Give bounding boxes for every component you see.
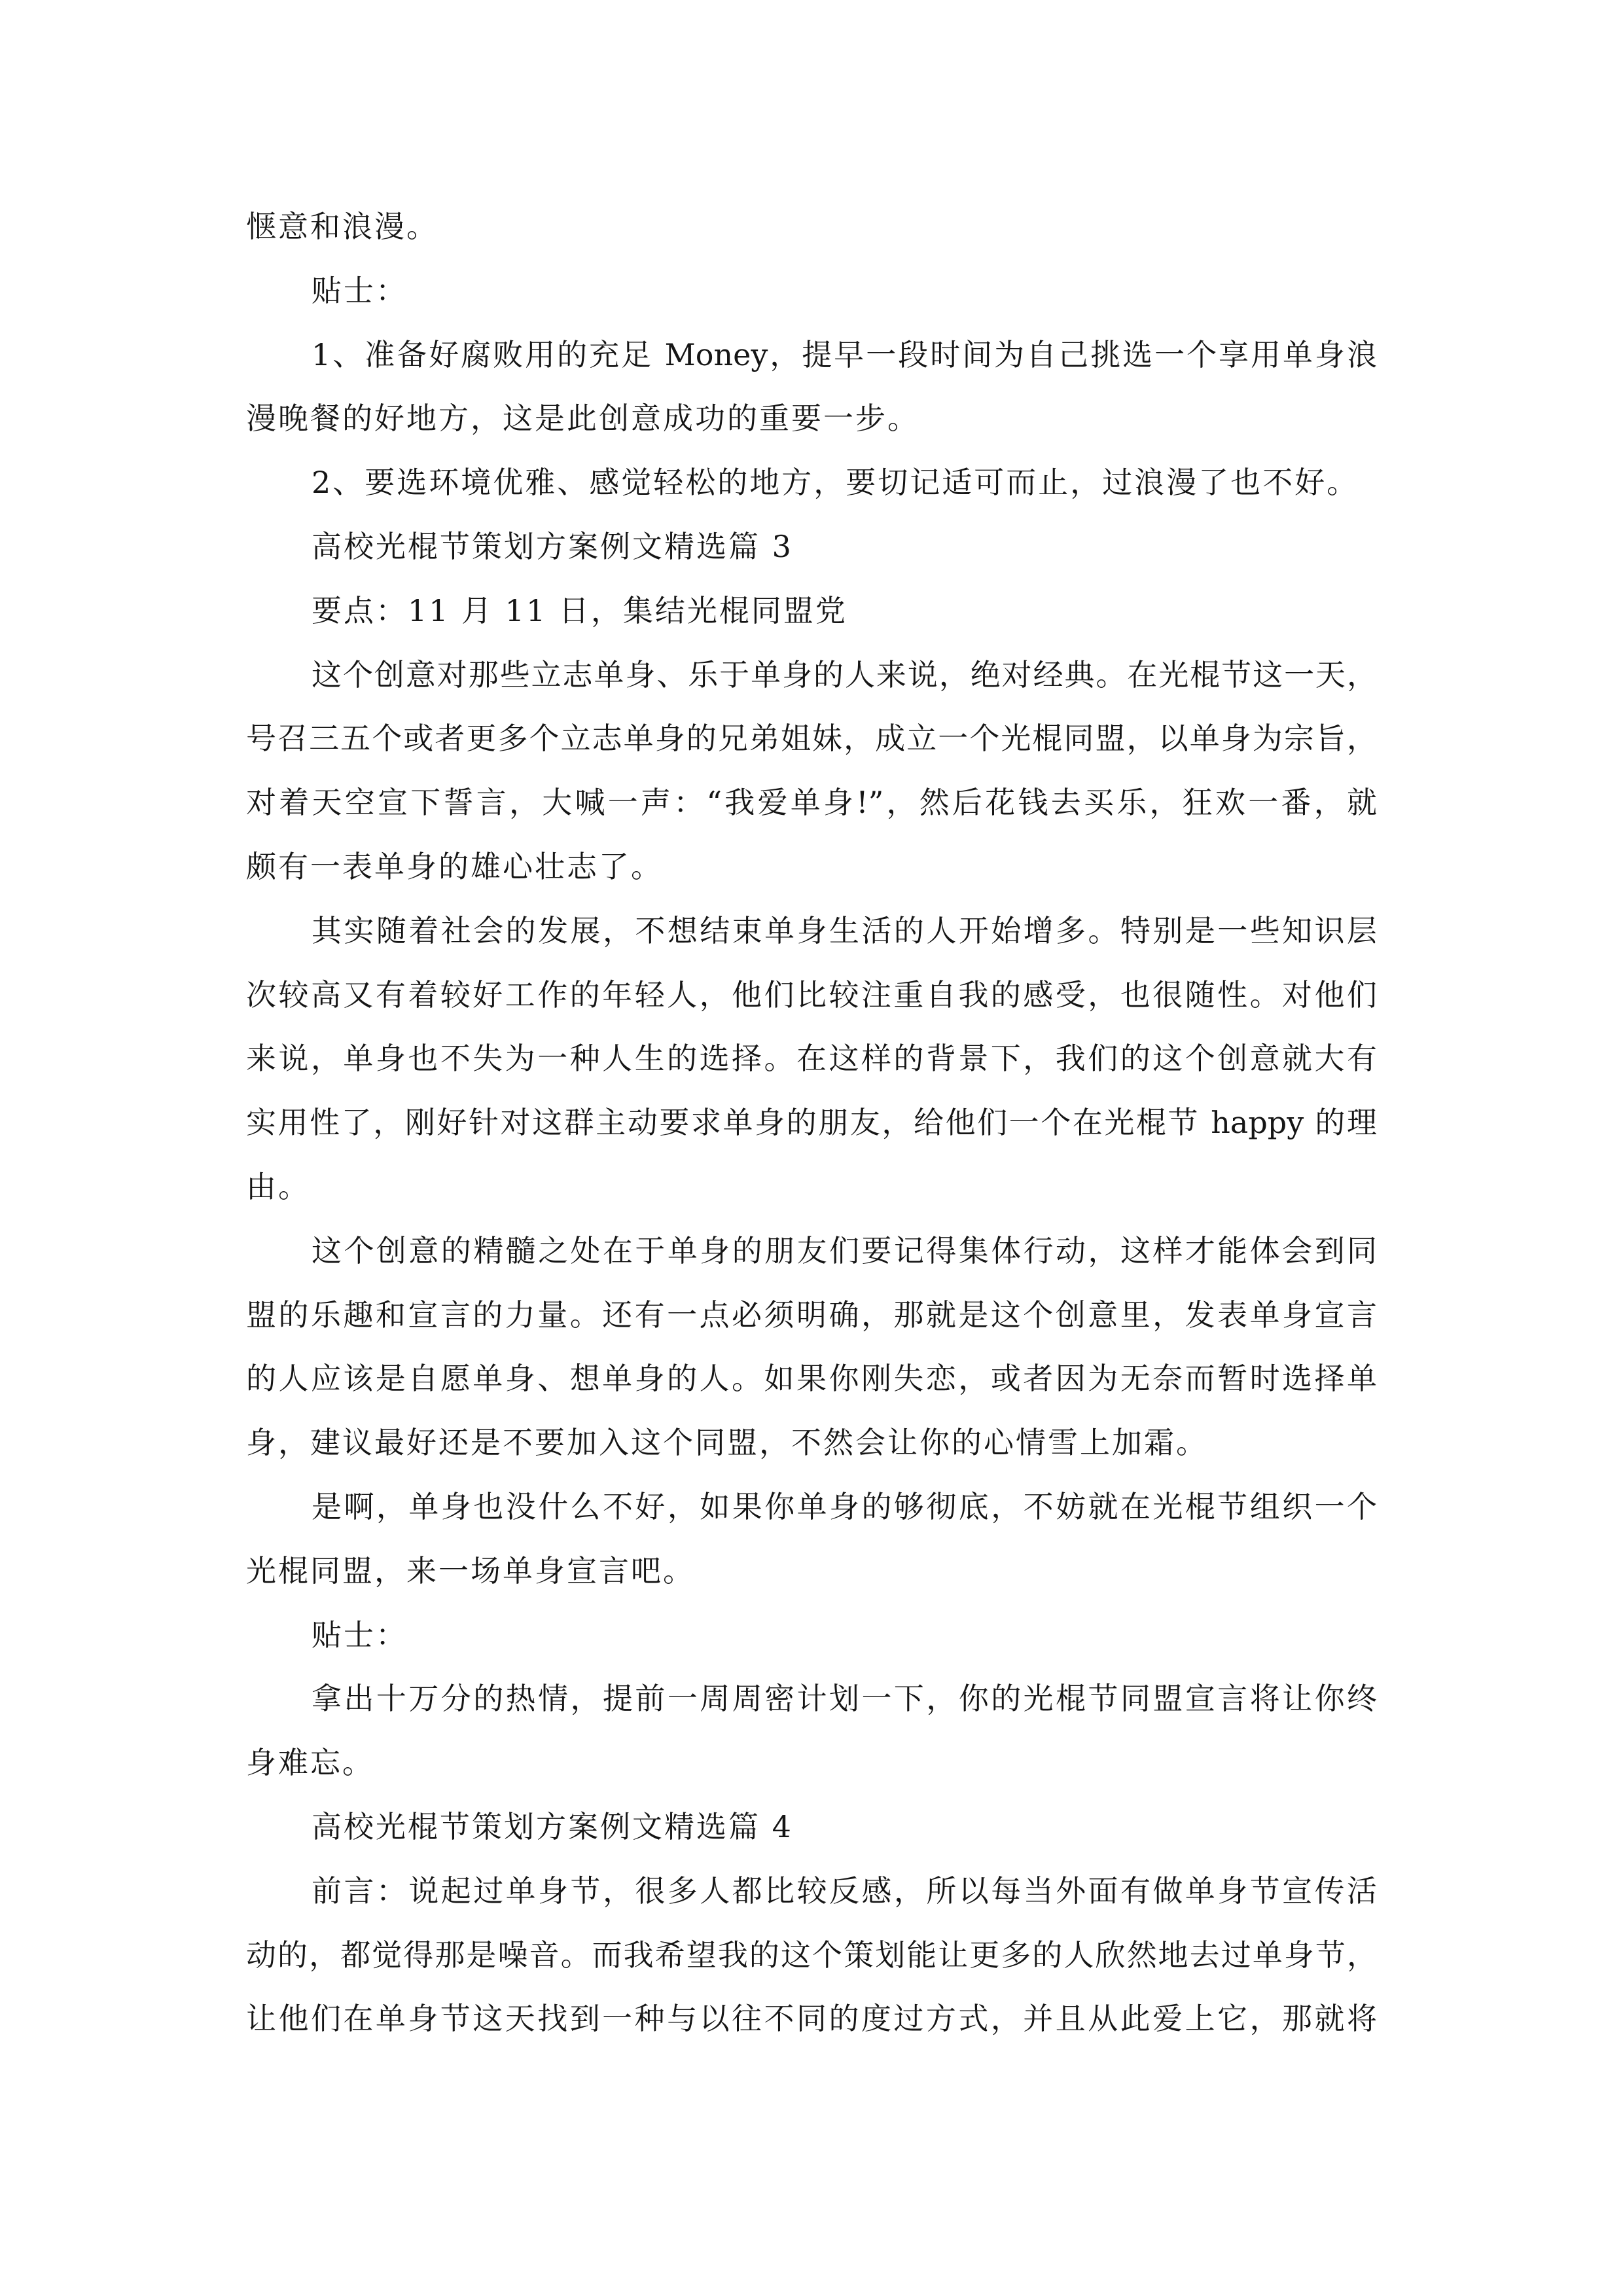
body-paragraph (246, 1667, 1377, 1795)
body-paragraph (246, 1475, 1377, 1604)
text-line: 贴士： (312, 1617, 408, 1653)
body-paragraph (246, 1859, 1377, 2051)
paragraph-continuation (246, 195, 1377, 259)
text-line: 1、准备好腐败用的充足 Money，提早一段时间为自己挑选一个享用单身浪 (312, 336, 1377, 372)
tip-item-2 (246, 451, 1377, 515)
text-line: 盟的乐趣和宣言的力量。还有一点必须明确，那就是这个创意里，发表单身宣言 (246, 1297, 1377, 1333)
text-line: 次较高又有着较好工作的年轻人，他们比较注重自我的感受，也很随性。对他们 (246, 977, 1377, 1013)
text-line: 对着天空宣下誓言，大喊一声：“我爱单身!”，然后花钱去买乐，狂欢一番，就 (246, 785, 1377, 821)
text-line: 漫晚餐的好地方，这是此创意成功的重要一步。 (246, 401, 919, 437)
text-line: 拿出十万分的热情，提前一周周密计划一下，你的光棍节同盟宣言将让你终 (312, 1681, 1377, 1717)
text-line: 身，建议最好还是不要加入这个同盟，不然会让你的心情雪上加霜。 (246, 1425, 1208, 1461)
tip-item-1 (246, 323, 1377, 452)
text-line: 这个创意对那些立志单身、乐于单身的人来说，绝对经典。在光棍节这一天， (312, 656, 1377, 692)
heading-text: 高校光棍节策划方案例文精选篇 4 (312, 1808, 793, 1844)
body-paragraph (246, 1219, 1377, 1475)
text-line: 的人应该是自愿单身、想单身的人。如果你刚失恋，或者因为无奈而暂时选择单 (246, 1361, 1377, 1397)
text-line: 由。 (246, 1168, 310, 1204)
text-line: 贴士： (312, 272, 408, 308)
text-line: 身难忘。 (246, 1745, 374, 1781)
text-line: 让他们在单身节这天找到一种与以往不同的度过方式，并且从此爱上它，那就将 (246, 2001, 1377, 2037)
text-line: 其实随着社会的发展，不想结束单身生活的人开始增多。特别是一些知识层 (312, 912, 1377, 948)
section-heading (246, 1795, 1377, 1859)
section-heading (246, 515, 1377, 579)
body-paragraph (246, 643, 1377, 899)
text-line: 动的，都觉得那是噪音。而我希望我的这个策划能让更多的人欣然地去过单身节， (246, 1937, 1377, 1973)
text-column (246, 195, 1377, 2051)
text-line: 这个创意的精髓之处在于单身的朋友们要记得集体行动，这样才能体会到同 (312, 1232, 1377, 1268)
heading-text: 高校光棍节策划方案例文精选篇 3 (312, 528, 793, 564)
text-line: 2、要选环境优雅、感觉轻松的地方，要切记适可而止，过浪漫了也不好。 (312, 465, 1359, 501)
text-line: 号召三五个或者更多个立志单身的兄弟姐妹，成立一个光棍同盟，以单身为宗旨， (246, 721, 1377, 757)
body-paragraph (246, 899, 1377, 1219)
tips-label (246, 1604, 1377, 1668)
text-line: 来说，单身也不失为一种人生的选择。在这样的背景下，我们的这个创意就大有 (246, 1041, 1377, 1077)
key-point (246, 579, 1377, 643)
text-line: 前言：说起过单身节，很多人都比较反感，所以每当外面有做单身节宣传活 (312, 1873, 1377, 1909)
text-line: 是啊，单身也没什么不好，如果你单身的够彻底，不妨就在光棍节组织一个 (312, 1488, 1377, 1524)
text-line: 颇有一表单身的雄心壮志了。 (246, 848, 663, 884)
tips-label (246, 259, 1377, 323)
text-line: 要点：11 月 11 日，集结光棍同盟党 (312, 592, 847, 628)
text-line: 实用性了，刚好针对这群主动要求单身的朋友，给他们一个在光棍节 happy 的理 (246, 1105, 1377, 1141)
text-line: 惬意和浪漫。 (246, 209, 438, 244)
text-line: 光棍同盟，来一场单身宣言吧。 (246, 1552, 695, 1588)
